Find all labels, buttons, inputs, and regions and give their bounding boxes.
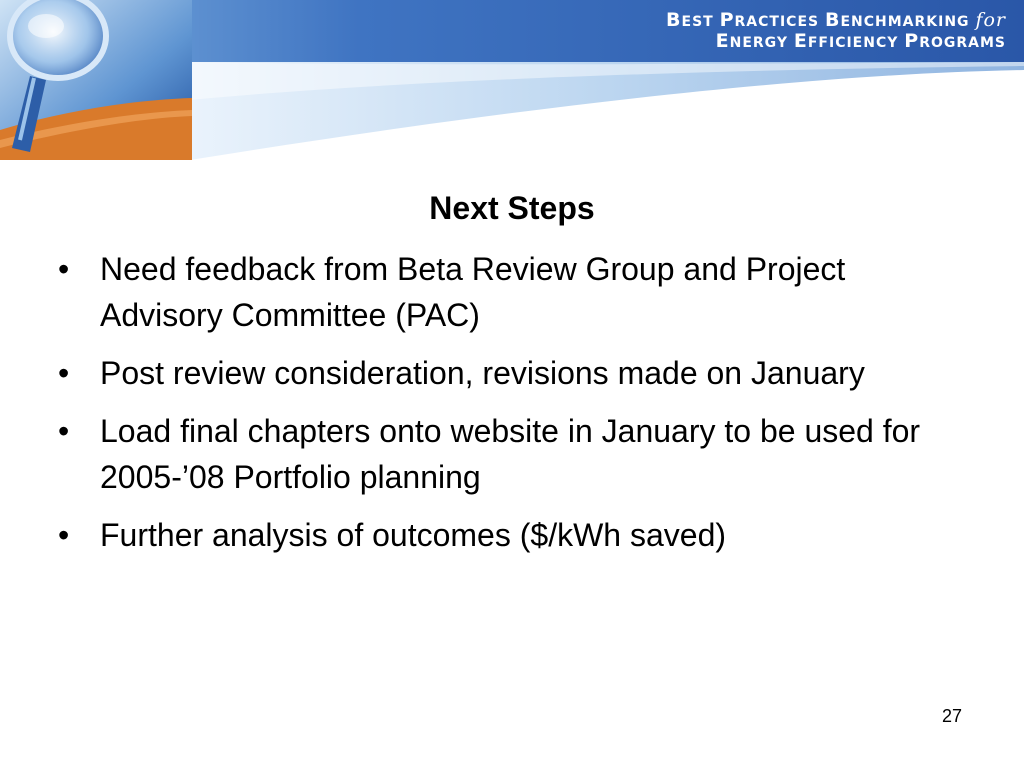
header-banner bbox=[0, 0, 1024, 160]
bullet-item bbox=[56, 350, 946, 396]
bullet-icon: • bbox=[58, 413, 70, 449]
slide-title bbox=[0, 188, 1024, 228]
bullet-text: Post review consideration, revisions made on January bbox=[100, 355, 865, 391]
bullet-text: Load final chapters onto website in January to be used for 2005-’08 Portfolio planning bbox=[100, 413, 921, 495]
slide-title-text: Next Steps bbox=[429, 190, 595, 226]
program-title-line1: BEST PRACTICES BENCHMARKING for bbox=[666, 9, 1006, 31]
program-title bbox=[666, 10, 1006, 54]
page-number: 27 bbox=[941, 706, 962, 726]
bullet-text: Further analysis of outcomes ($/kWh saved) bbox=[100, 517, 727, 553]
bullet-icon: • bbox=[58, 251, 70, 287]
bullet-item bbox=[56, 512, 946, 558]
bullet-list bbox=[56, 246, 946, 570]
bullet-item bbox=[56, 408, 946, 500]
program-title-line2: ENERGY EFFICIENCY PROGRAMS bbox=[715, 30, 1006, 52]
bullet-icon: • bbox=[58, 517, 70, 553]
bullet-icon: • bbox=[58, 355, 70, 391]
bullet-item bbox=[56, 246, 946, 338]
bullet-text: Need feedback from Beta Review Group and Project Advisory Committee (PAC) bbox=[100, 251, 846, 333]
